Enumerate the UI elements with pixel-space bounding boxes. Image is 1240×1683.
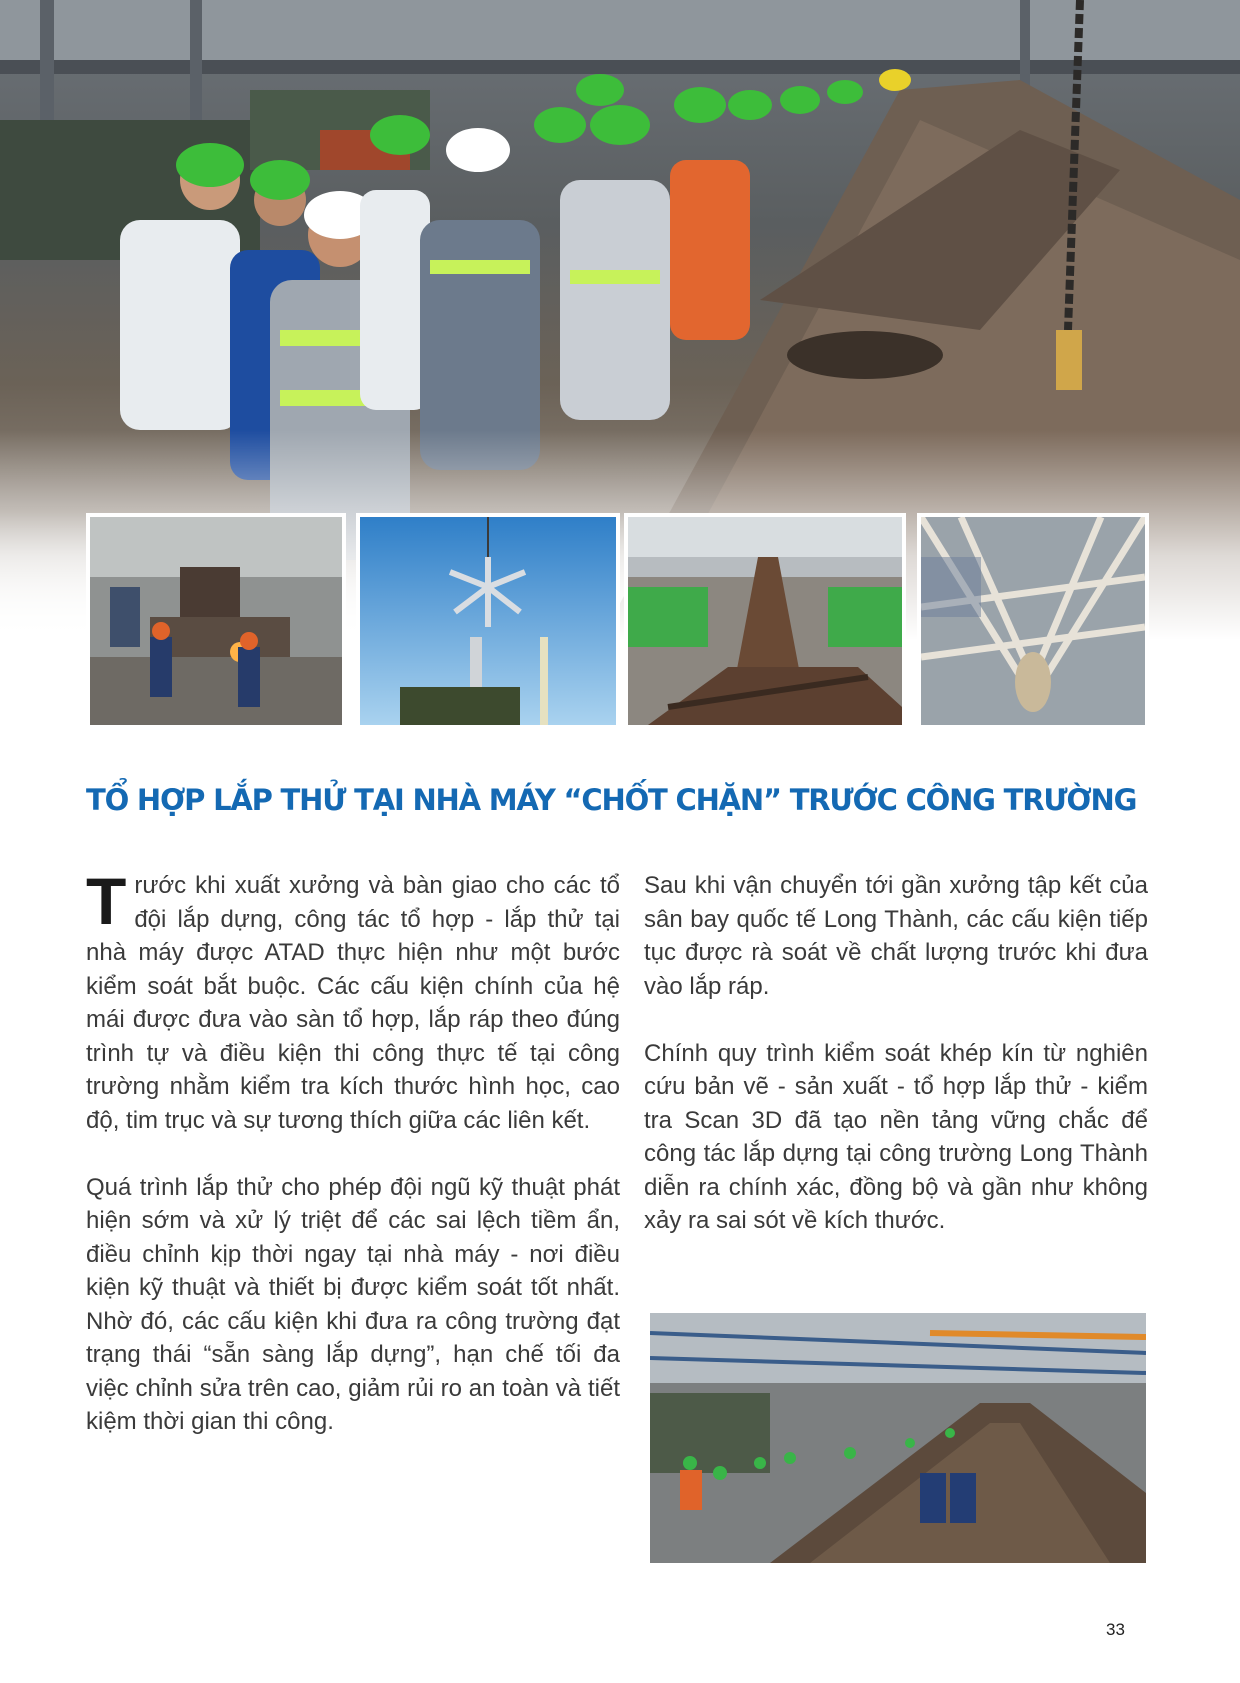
paragraph-intro-text: rước khi xuất xưởng và bàn giao cho các tổ đội lắp dựng, công tác tổ hợp - lắp thử tại nhà máy được ATAD thực hiện như một bước kiểm soát bắt buộc. Các cấu kiện chính của hệ mái được đưa vào sàn tổ hợp, lắp ráp theo đúng trình tự và điều kiện thi công thực tế tại công trường nhằm kiểm tra kích thước hình học, cao độ, tim trục và sự tương thích giữa các liên kết. xyxy=(86,872,620,1134)
text-column-right xyxy=(644,869,1148,1238)
paragraph-transport: Sau khi vận chuyển tới gần xưởng tập kết của sân bay quốc tế Long Thành, các cấu kiện tiếp tục được rà soát về chất lượng trước khi đưa vào lắp ráp. xyxy=(644,872,1148,1000)
text-column-left xyxy=(86,864,620,1439)
paragraph-quality-process: Chính quy trình kiểm soát khép kín từ nghiên cứu bản vẽ - sản xuất - tổ hợp lắp thử - kiểm tra Scan 3D đã tạo nền tảng vững chắc để công tác lắp dựng tại công trường Long Thành diễn ra chính xác, đồng bộ và gần như không xảy ra sai sót về kích thước. xyxy=(644,1039,1148,1234)
paragraph-intro xyxy=(86,864,620,1137)
thumbnail-photo-roof-truss xyxy=(917,513,1149,729)
thumbnail-photo-frame-assembly xyxy=(624,513,906,729)
page-number: 33 xyxy=(1106,1620,1125,1639)
photo-factory-hall xyxy=(650,1313,1146,1563)
thumbnail-photo-welding xyxy=(86,513,346,729)
thumbnail-photo-crane-lift xyxy=(356,513,620,729)
paragraph-test-assembly: Quá trình lắp thử cho phép đội ngũ kỹ thuật phát hiện sớm và xử lý triệt để các sai lệch tiềm ẩn, điều chỉnh kịp thời ngay tại nhà máy - nơi điều kiện kỹ thuật và thiết bị được kiểm soát tốt nhất. Nhờ đó, các cấu kiện khi đưa ra công trường đạt trạng thái “sẵn sàng lắp dựng”, hạn chế tối đa việc chỉnh sửa trên cao, giảm rủi ro an toàn và tiết kiệm thời gian thi công. xyxy=(86,1173,620,1435)
drop-cap: T xyxy=(86,864,127,938)
article-heading: TỔ HỢP LẮP THỬ TẠI NHÀ MÁY “CHỐT CHẶN” TRƯỚC CÔNG TRƯỜNG xyxy=(86,783,1137,817)
